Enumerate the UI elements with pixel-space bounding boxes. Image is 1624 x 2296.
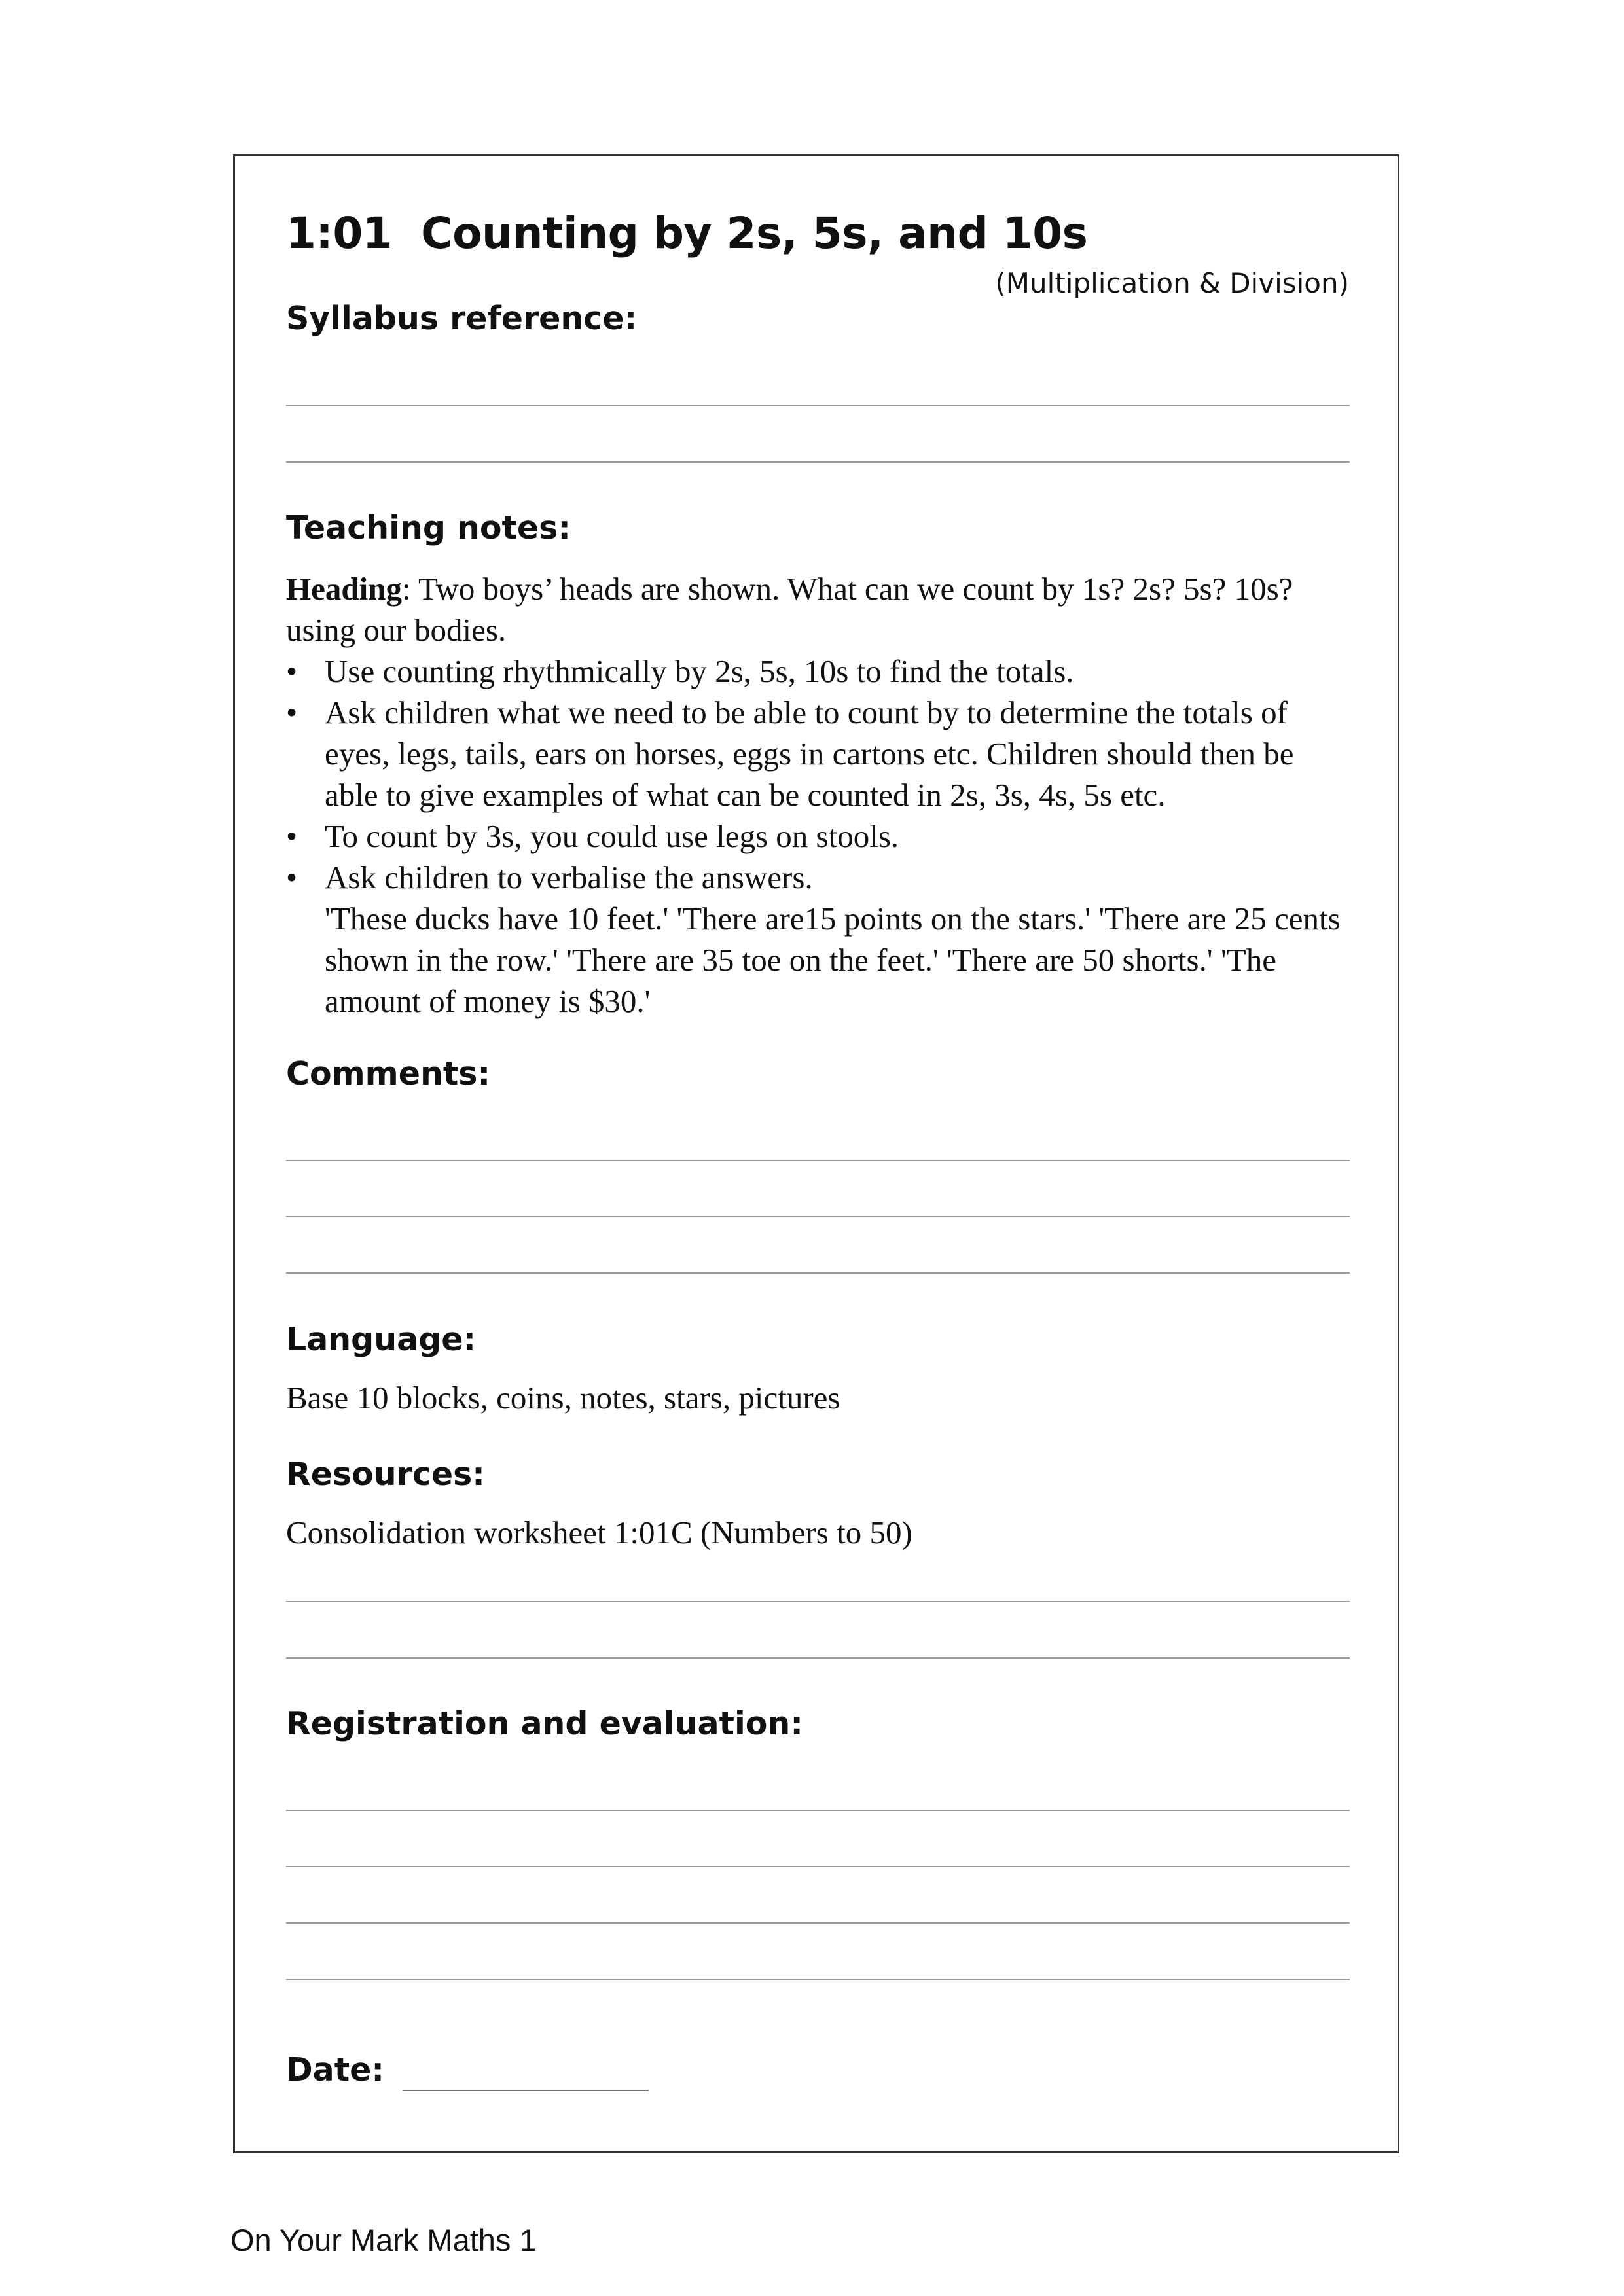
comments-line-3 [286, 1272, 1350, 1274]
syllabus-line-1 [286, 405, 1350, 406]
resources-heading: Resources: [286, 1456, 485, 1493]
syllabus-line-2 [286, 461, 1350, 463]
date-field-line [403, 2090, 649, 2091]
bullet-icon: • [286, 653, 298, 689]
bullet-icon: • [286, 859, 298, 895]
registration-line-4 [286, 1979, 1350, 1980]
comments-line-1 [286, 1160, 1350, 1161]
teaching-notes-intro [286, 568, 1350, 651]
list-item-text: Ask children to verbalise the answers. [325, 859, 813, 895]
list-item [286, 816, 1350, 857]
registration-line-1 [286, 1810, 1350, 1811]
syllabus-heading: Syllabus reference: [286, 300, 638, 337]
list-item-text: To count by 3s, you could use legs on stools. [325, 818, 899, 854]
bullet-icon: • [286, 818, 298, 854]
page-footer: On Your Mark Maths 1 [230, 2223, 537, 2257]
resources-text: Consolidation worksheet 1:01C (Numbers to 50) [286, 1515, 912, 1551]
bullet-icon: • [286, 694, 298, 730]
list-item [286, 692, 1350, 816]
title-number: 1:01 [286, 208, 393, 259]
language-text: Base 10 blocks, coins, notes, stars, pictures [286, 1380, 840, 1416]
teaching-notes-heading: Teaching notes: [286, 509, 571, 547]
teaching-notes-list [286, 651, 1350, 1022]
resources-line-1 [286, 1601, 1350, 1602]
comments-line-2 [286, 1216, 1350, 1217]
page-title [286, 208, 1087, 259]
language-heading: Language: [286, 1321, 477, 1358]
answer-examples: 'These ducks have 10 feet.' 'There are15 points on the stars.' 'There are 25 cents shown in the row.' 'There are 35 toe on the feet.' 'There are 50 shorts.' 'The amount of money is $30.' [325, 901, 1341, 1019]
date-label: Date: [286, 2051, 384, 2089]
registration-line-3 [286, 1922, 1350, 1924]
page-subtitle: (Multiplication & Division) [995, 267, 1349, 299]
list-item-text: Ask children what we need to be able to count by to determine the totals of eyes, legs, tails, ears on horses, eggs in cartons etc. Children should then be able to give examples of what can be counted in 2s, 3s, 4s, 5s etc. [325, 694, 1294, 813]
registration-heading: Registration and evaluation: [286, 1705, 803, 1742]
list-item-text: Use counting rhythmically by 2s, 5s, 10s to find the totals. [325, 653, 1074, 689]
title-text: Counting by 2s, 5s, and 10s [421, 208, 1088, 259]
intro-text: : Two boys’ heads are shown. What can we count by 1s? 2s? 5s? 10s? using our bodies. [286, 571, 1293, 648]
registration-line-2 [286, 1866, 1350, 1867]
intro-bold-label: Heading [286, 571, 402, 607]
list-item [286, 857, 1350, 1022]
comments-heading: Comments: [286, 1055, 491, 1092]
list-item [286, 651, 1350, 692]
resources-line-2 [286, 1657, 1350, 1659]
page-frame [233, 154, 1399, 2153]
teaching-notes [286, 568, 1350, 1022]
